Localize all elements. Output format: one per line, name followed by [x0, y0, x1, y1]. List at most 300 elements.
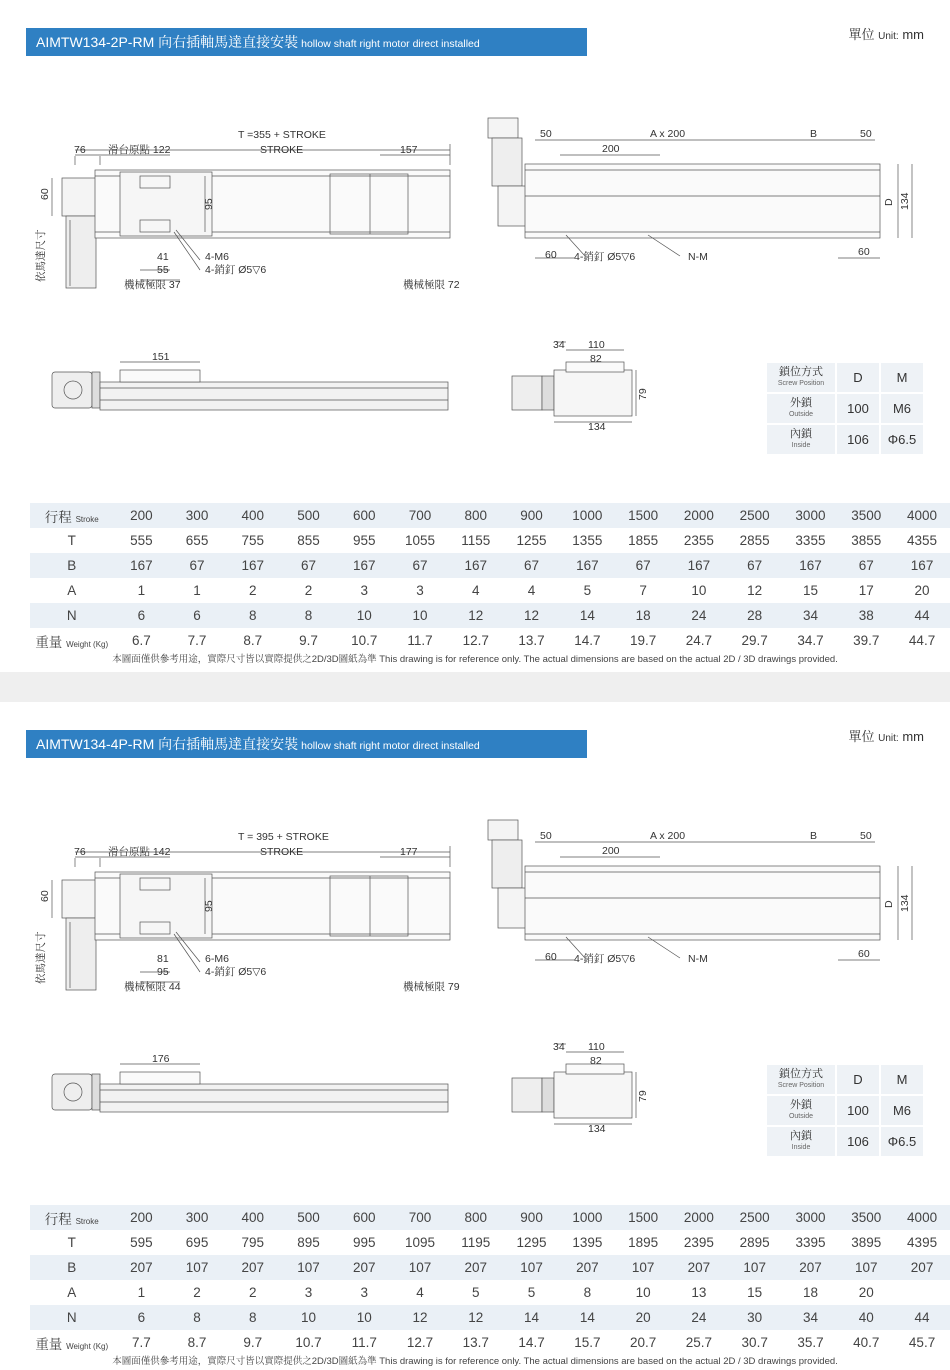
motor-size-label: 依馬達尺寸 [35, 229, 47, 282]
end-view [512, 1044, 636, 1124]
spec-cell: 595 [113, 1230, 169, 1255]
spec-cell: 1255 [504, 528, 560, 553]
spec-cell: 167 [336, 553, 392, 578]
section-title [26, 28, 587, 56]
spec-cell: 167 [113, 553, 169, 578]
row-a [30, 1280, 950, 1305]
spec-cell: 9.7 [225, 1330, 281, 1355]
dim-41: 41 [157, 251, 169, 263]
spec-cell: 14.7 [559, 628, 615, 653]
spec-cell: 67 [392, 553, 448, 578]
spec-cell: 40.7 [838, 1330, 894, 1355]
dim-134: 134 [899, 894, 911, 912]
spec-cell: 8 [281, 603, 337, 628]
spec-table [30, 1205, 950, 1355]
dim-pin: 4-銷釘 Ø5▽6 [205, 264, 267, 276]
screw-cell: Φ6.5 [880, 1126, 924, 1157]
dim-50a: 50 [540, 830, 552, 842]
spec-cell: 67 [615, 553, 671, 578]
spec-cell: 6.7 [113, 628, 169, 653]
spec-cell: 34 [783, 603, 839, 628]
spec-cell: 3 [392, 578, 448, 603]
spec-cell: 3 [336, 578, 392, 603]
spec-cell: 12 [392, 1305, 448, 1330]
spec-cell: 655 [169, 528, 225, 553]
spec-cell: 13 [671, 1280, 727, 1305]
spec-cell: 795 [225, 1230, 281, 1255]
screw-header: 鎖位方式 Screw Position [766, 362, 836, 393]
spec-cell: 34 [783, 1305, 839, 1330]
dim-60b: 60 [858, 246, 870, 258]
dim-end-134: 134 [588, 1123, 606, 1135]
spec-cell: 67 [504, 553, 560, 578]
spec-cell: 107 [169, 1255, 225, 1280]
spec-cell: 4 [504, 578, 560, 603]
label-n: N [30, 1305, 113, 1330]
spec-cell: 24.7 [671, 628, 727, 653]
spec-cell: 38 [838, 603, 894, 628]
row-stroke [30, 503, 950, 528]
label-n: N [30, 603, 113, 628]
spec-cell: 1295 [504, 1230, 560, 1255]
title-main: AIMTW134-2P-RM 向右插軸馬達直接安裝 [36, 34, 299, 50]
spec-cell: 8 [169, 1305, 225, 1330]
row-a [30, 578, 950, 603]
dim-200: 200 [602, 143, 620, 155]
section-title [26, 730, 587, 758]
spec-cell: 167 [671, 553, 727, 578]
dim-76: 76 [74, 846, 86, 858]
spec-cell: 200 [113, 1205, 169, 1230]
dim-home: 滑台原點 122 [108, 144, 171, 156]
spec-cell: 800 [448, 1205, 504, 1230]
section-4p [0, 702, 950, 1370]
spec-cell: 10 [336, 1305, 392, 1330]
dim-ax200: A x 200 [650, 128, 686, 140]
spec-cell: 207 [894, 1255, 950, 1280]
spec-cell: 40 [838, 1305, 894, 1330]
spec-cell: 12 [727, 578, 783, 603]
spec-cell: 167 [894, 553, 950, 578]
side-view [52, 362, 448, 410]
label-weight: 重量 Weight (Kg) [30, 628, 113, 653]
spec-cell: 7.7 [169, 628, 225, 653]
dim-side: 176 [152, 1053, 170, 1065]
spec-cell: 18 [615, 603, 671, 628]
spec-cell: 107 [392, 1255, 448, 1280]
spec-cell: 3895 [838, 1230, 894, 1255]
spec-cell: 2000 [671, 1205, 727, 1230]
spec-cell: 20 [894, 578, 950, 603]
spec-cell: 34.7 [783, 628, 839, 653]
spec-cell: 2 [281, 578, 337, 603]
dim-50a: 50 [540, 128, 552, 140]
title-sub: hollow shaft right motor direct installed [301, 38, 480, 50]
spec-cell: 1355 [559, 528, 615, 553]
disclaimer-note: 本圖面僅供參考用途，實際尺寸皆以實際提供之2D/3D圖紙為準 This drawing is for reference only. The actual dimensions are based on the actual 2D / 3D drawings provided. [112, 654, 838, 665]
dim-34: 34 [553, 1041, 565, 1053]
spec-cell: 107 [281, 1255, 337, 1280]
dim-b: B [810, 830, 818, 842]
spec-cell: 107 [727, 1255, 783, 1280]
spec-cell: 1055 [392, 528, 448, 553]
dim-nm: N-M [688, 953, 708, 965]
dim-d: D [883, 198, 895, 206]
spec-cell: 3855 [838, 528, 894, 553]
spec-cell: 10.7 [336, 628, 392, 653]
spec-cell: 15 [783, 578, 839, 603]
spec-table [30, 503, 950, 653]
unit-label: 單位 Unit: mm [848, 729, 924, 744]
spec-cell: 2 [225, 578, 281, 603]
spec-cell: 2000 [671, 503, 727, 528]
dim-82: 82 [590, 1055, 602, 1067]
label-a: A [30, 1280, 113, 1305]
spec-cell: 10 [281, 1305, 337, 1330]
spec-cell: 12.7 [448, 628, 504, 653]
dim-200: 200 [602, 845, 620, 857]
row-n [30, 1305, 950, 1330]
spec-cell: 2 [169, 1280, 225, 1305]
dim-stroke: STROKE [260, 846, 304, 858]
dim-55: 55 [157, 264, 169, 276]
spec-cell: 400 [225, 503, 281, 528]
spec-cell: 3000 [783, 503, 839, 528]
dim-55: 95 [157, 966, 169, 978]
section-2p [0, 0, 950, 672]
screw-row-inside: 內鎖 Inside [766, 424, 836, 455]
spec-cell: 107 [504, 1255, 560, 1280]
dim-end: 157 [400, 144, 418, 156]
label-stroke: 行程 Stroke [30, 503, 113, 528]
dim-home: 滑台原點 142 [108, 846, 171, 858]
dim-d: D [883, 900, 895, 908]
limit-right: 機械極限 72 [403, 279, 460, 291]
spec-cell: 15 [727, 1280, 783, 1305]
spec-cell: 8 [559, 1280, 615, 1305]
dim-60b: 60 [858, 948, 870, 960]
screw-header: 鎖位方式 Screw Position [766, 1064, 836, 1095]
spec-cell: 900 [504, 1205, 560, 1230]
spec-cell: 13.7 [448, 1330, 504, 1355]
spec-cell: 207 [225, 1255, 281, 1280]
spec-cell: 67 [169, 553, 225, 578]
dim-m6: 6-M6 [205, 953, 229, 965]
title-main: AIMTW134-4P-RM 向右插軸馬達直接安裝 [36, 736, 299, 752]
dim-end: 177 [400, 846, 418, 858]
end-view [512, 342, 636, 422]
spec-cell: 555 [113, 528, 169, 553]
spec-cell: 207 [671, 1255, 727, 1280]
spec-cell: 20.7 [615, 1330, 671, 1355]
dim-total: T =355 + STROKE [238, 129, 326, 141]
spec-cell: 10 [336, 603, 392, 628]
section-divider [0, 672, 950, 702]
dim-95: 95 [203, 900, 215, 912]
spec-cell: 3 [281, 1280, 337, 1305]
spec-cell: 28 [727, 603, 783, 628]
spec-cell: 400 [225, 1205, 281, 1230]
spec-cell: 600 [336, 503, 392, 528]
title-sub: hollow shaft right motor direct installed [301, 740, 480, 752]
dim-m6: 4-M6 [205, 251, 229, 263]
spec-cell: 207 [559, 1255, 615, 1280]
spec-cell: 3 [336, 1280, 392, 1305]
spec-cell: 1000 [559, 503, 615, 528]
spec-cell: 12 [448, 603, 504, 628]
spec-cell: 1 [169, 578, 225, 603]
spec-cell: 1155 [448, 528, 504, 553]
spec-cell: 5 [448, 1280, 504, 1305]
dim-110: 110 [588, 339, 605, 351]
disclaimer-note: 本圖面僅供參考用途，實際尺寸皆以實際提供之2D/3D圖紙為準 This drawing is for reference only. The actual dimensions are based on the actual 2D / 3D drawings provided. [112, 1356, 838, 1367]
screw-col-m: M [880, 1064, 924, 1095]
dim-60: 60 [39, 188, 51, 200]
row-n [30, 603, 950, 628]
spec-cell: 107 [838, 1255, 894, 1280]
spec-cell: 8 [225, 1305, 281, 1330]
spec-cell: 1195 [448, 1230, 504, 1255]
dim-nm: N-M [688, 251, 708, 263]
spec-cell: 2855 [727, 528, 783, 553]
row-t [30, 1230, 950, 1255]
spec-cell: 2500 [727, 1205, 783, 1230]
spec-cell: 4355 [894, 528, 950, 553]
spec-cell: 10 [392, 603, 448, 628]
spec-cell: 30.7 [727, 1330, 783, 1355]
side-view [52, 1064, 448, 1112]
spec-cell: 500 [281, 1205, 337, 1230]
spec-cell: 12.7 [392, 1330, 448, 1355]
label-b: B [30, 1255, 113, 1280]
technical-drawings [0, 802, 950, 1272]
spec-cell: 207 [113, 1255, 169, 1280]
motor-size-label: 依馬達尺寸 [35, 931, 47, 984]
spec-cell: 3355 [783, 528, 839, 553]
spec-cell: 3000 [783, 1205, 839, 1230]
spec-cell: 167 [448, 553, 504, 578]
spec-cell: 6 [113, 1305, 169, 1330]
screw-row-outside: 外鎖 Outside [766, 393, 836, 424]
technical-drawings [0, 100, 950, 570]
dim-41: 81 [157, 953, 169, 965]
row-weight [30, 1330, 950, 1355]
spec-cell: 800 [448, 503, 504, 528]
row-b [30, 1255, 950, 1280]
screw-cell: M6 [880, 1095, 924, 1126]
screw-row-inside: 內鎖 Inside [766, 1126, 836, 1157]
spec-cell: 3395 [783, 1230, 839, 1255]
spec-cell: 44 [894, 1305, 950, 1330]
dim-134: 134 [899, 192, 911, 210]
spec-cell: 1500 [615, 1205, 671, 1230]
spec-cell: 900 [504, 503, 560, 528]
spec-cell: 1395 [559, 1230, 615, 1255]
spec-cell: 1500 [615, 503, 671, 528]
spec-cell: 4395 [894, 1230, 950, 1255]
spec-cell: 700 [392, 1205, 448, 1230]
screw-col-m: M [880, 362, 924, 393]
spec-cell: 14 [559, 603, 615, 628]
spec-cell: 11.7 [336, 1330, 392, 1355]
dim-95: 95 [203, 198, 215, 210]
screw-cell: 100 [836, 393, 880, 424]
limit-right: 機械極限 79 [403, 981, 460, 993]
dim-50b: 50 [860, 128, 872, 140]
spec-cell: 15.7 [559, 1330, 615, 1355]
spec-cell: 5 [504, 1280, 560, 1305]
spec-cell: 500 [281, 503, 337, 528]
spec-cell: 6 [113, 603, 169, 628]
screw-cell: M6 [880, 393, 924, 424]
spec-cell: 1095 [392, 1230, 448, 1255]
label-weight: 重量 Weight (Kg) [30, 1330, 113, 1355]
row-stroke [30, 1205, 950, 1230]
spec-cell: 167 [559, 553, 615, 578]
row-weight [30, 628, 950, 653]
dim-pin: 4-銷釘 Ø5▽6 [205, 966, 267, 978]
spec-cell: 20 [838, 1280, 894, 1305]
screw-col-d: D [836, 362, 880, 393]
spec-cell: 1 [113, 578, 169, 603]
dim-60a: 60 [545, 951, 557, 963]
spec-cell: 30 [727, 1305, 783, 1330]
limit-left: 機械極限 37 [124, 279, 181, 291]
spec-cell: 755 [225, 528, 281, 553]
spec-cell: 3500 [838, 1205, 894, 1230]
spec-cell: 1895 [615, 1230, 671, 1255]
spec-cell: 300 [169, 503, 225, 528]
spec-cell: 24 [671, 603, 727, 628]
spec-cell: 107 [615, 1255, 671, 1280]
spec-cell: 167 [225, 553, 281, 578]
spec-cell: 2355 [671, 528, 727, 553]
spec-cell: 11.7 [392, 628, 448, 653]
spec-cell: 35.7 [783, 1330, 839, 1355]
label-stroke: 行程 Stroke [30, 1205, 113, 1230]
spec-cell: 18 [783, 1280, 839, 1305]
label-t: T [30, 528, 113, 553]
spec-cell: 695 [169, 1230, 225, 1255]
spec-cell: 4000 [894, 1205, 950, 1230]
spec-cell: 12 [448, 1305, 504, 1330]
spec-cell: 8.7 [169, 1330, 225, 1355]
screw-col-d: D [836, 1064, 880, 1095]
spec-cell: 4 [392, 1280, 448, 1305]
spec-cell: 13.7 [504, 628, 560, 653]
row-t [30, 528, 950, 553]
label-b: B [30, 553, 113, 578]
spec-cell: 167 [783, 553, 839, 578]
spec-cell: 700 [392, 503, 448, 528]
screw-position-table [765, 361, 925, 456]
dim-end-134: 134 [588, 421, 606, 433]
spec-cell: 24 [671, 1305, 727, 1330]
spec-cell: 4000 [894, 503, 950, 528]
spec-cell: 4 [448, 578, 504, 603]
screw-cell: 106 [836, 1126, 880, 1157]
spec-cell: 44 [894, 603, 950, 628]
spec-cell: 2395 [671, 1230, 727, 1255]
row-b [30, 553, 950, 578]
spec-cell: 207 [448, 1255, 504, 1280]
spec-cell: 8 [225, 603, 281, 628]
spec-cell: 600 [336, 1205, 392, 1230]
unit-label: 單位 Unit: mm [848, 27, 924, 42]
spec-cell: 45.7 [894, 1330, 950, 1355]
spec-cell: 12 [504, 603, 560, 628]
dim-60: 60 [39, 890, 51, 902]
spec-cell: 1000 [559, 1205, 615, 1230]
dim-50b: 50 [860, 830, 872, 842]
spec-cell: 5 [559, 578, 615, 603]
spec-cell: 10.7 [281, 1330, 337, 1355]
spec-cell: 67 [838, 553, 894, 578]
screw-cell: Φ6.5 [880, 424, 924, 455]
dim-82: 82 [590, 353, 602, 365]
spec-cell: 10 [671, 578, 727, 603]
spec-cell: 995 [336, 1230, 392, 1255]
limit-left: 機械極限 44 [124, 981, 181, 993]
spec-cell: 2 [225, 1280, 281, 1305]
spec-cell: 25.7 [671, 1330, 727, 1355]
screw-position-table [765, 1063, 925, 1158]
dim-ax200: A x 200 [650, 830, 686, 842]
dim-79: 79 [637, 1090, 649, 1102]
spec-cell: 300 [169, 1205, 225, 1230]
spec-cell: 9.7 [281, 628, 337, 653]
spec-cell: 6 [169, 603, 225, 628]
screw-cell: 100 [836, 1095, 880, 1126]
spec-cell: 17 [838, 578, 894, 603]
dim-side: 151 [152, 351, 170, 363]
label-a: A [30, 578, 113, 603]
spec-cell: 20 [615, 1305, 671, 1330]
spec-cell: 44.7 [894, 628, 950, 653]
spec-cell: 67 [281, 553, 337, 578]
label-t: T [30, 1230, 113, 1255]
dim-pin-top: 4-銷釘 Ø5▽6 [574, 953, 636, 965]
spec-cell: 895 [281, 1230, 337, 1255]
dim-110: 110 [588, 1041, 605, 1053]
spec-cell: 1855 [615, 528, 671, 553]
dim-stroke: STROKE [260, 144, 304, 156]
spec-cell: 855 [281, 528, 337, 553]
spec-cell: 207 [783, 1255, 839, 1280]
dim-total: T = 395 + STROKE [238, 831, 329, 843]
dim-60a: 60 [545, 249, 557, 261]
spec-cell: 39.7 [838, 628, 894, 653]
spec-cell: 3500 [838, 503, 894, 528]
spec-cell: 19.7 [615, 628, 671, 653]
dim-pin-top: 4-銷釘 Ø5▽6 [574, 251, 636, 263]
spec-cell: 14.7 [504, 1330, 560, 1355]
spec-cell: 10 [615, 1280, 671, 1305]
dim-79: 79 [637, 388, 649, 400]
spec-cell: 200 [113, 503, 169, 528]
spec-cell: 14 [559, 1305, 615, 1330]
spec-cell: 955 [336, 528, 392, 553]
spec-cell: 29.7 [727, 628, 783, 653]
dim-76: 76 [74, 144, 86, 156]
screw-cell: 106 [836, 424, 880, 455]
spec-cell: 8.7 [225, 628, 281, 653]
spec-cell: 207 [336, 1255, 392, 1280]
spec-cell: 14 [504, 1305, 560, 1330]
dim-b: B [810, 128, 818, 140]
spec-cell: 7 [615, 578, 671, 603]
spec-cell: 7.7 [113, 1330, 169, 1355]
